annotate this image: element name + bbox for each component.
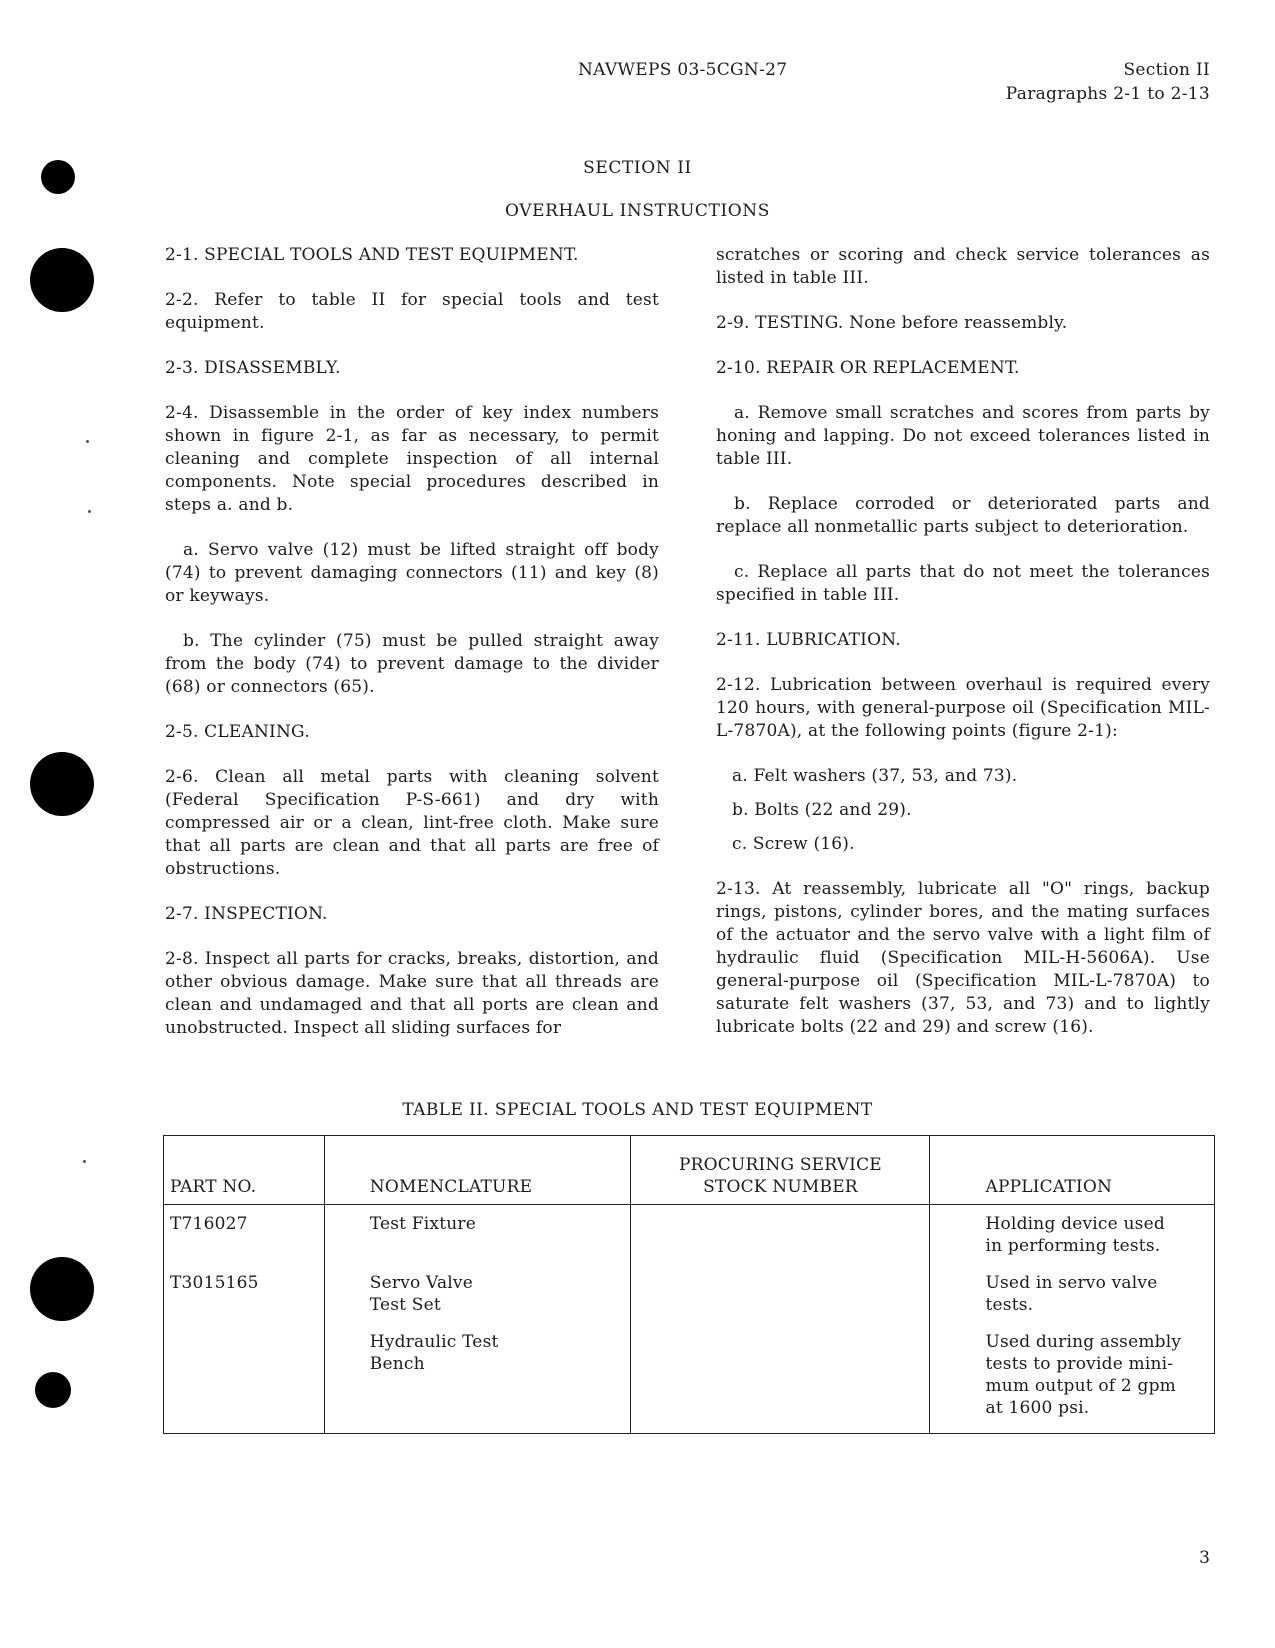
- paragraph: scratches or scoring and check service tolerances as listed in table III.: [716, 245, 1210, 288]
- cell-stock-number: [631, 1205, 930, 1265]
- scan-speck: [83, 1160, 86, 1163]
- section-reference: [1006, 58, 1210, 106]
- paragraph-heading: 2-1. SPECIAL TOOLS AND TEST EQUIPMENT.: [165, 245, 579, 265]
- cell-application: [930, 1205, 1215, 1265]
- binder-hole: [30, 1257, 94, 1321]
- cell-line: Test Set: [369, 1295, 441, 1315]
- binder-hole: [35, 1372, 71, 1408]
- table-row: [164, 1264, 1215, 1323]
- cell-line: at 1600 psi.: [985, 1398, 1090, 1418]
- right-column: [716, 244, 1210, 1061]
- column-header-application: APPLICATION: [930, 1136, 1215, 1205]
- cell-nomenclature: [324, 1205, 631, 1265]
- paragraph: 2-2. Refer to table II for special tools and test equipment.: [165, 290, 659, 333]
- sub-paragraph: b. Replace corroded or deteriorated parts and replace all nonmetallic parts subject to deterioration.: [716, 494, 1210, 537]
- section-label: Section II: [1123, 60, 1210, 80]
- cell-line: Used during assembly: [985, 1332, 1182, 1352]
- paragraph: 2-13. At reassembly, lubricate all "O" rings, backup rings, pistons, cylinder bores, and the mating surfaces of the actuator and the servo valve with a light film of hydraulic fluid (Specification MIL-H-5606A). Use general-purpose oil (Specification MIL-L-7870A) to saturate felt washers (37, 53, and 73) and to lightly lubricate bolts (22 and 29) and screw (16).: [716, 879, 1210, 1037]
- cell-line: tests.: [985, 1295, 1034, 1315]
- table-row: [164, 1323, 1215, 1434]
- column-header-stock-number: [631, 1136, 930, 1205]
- scan-speck: [88, 510, 91, 513]
- table-row: [164, 1205, 1215, 1265]
- paragraph-heading: 2-11. LUBRICATION.: [716, 630, 901, 650]
- paragraph: 2-6. Clean all metal parts with cleaning solvent (Federal Specification P-S-661) and dry with compressed air or a clean, lint-free cloth. Make sure that all parts are clean and that all parts are free of obstructions.: [165, 767, 659, 879]
- binder-hole: [30, 752, 94, 816]
- cell-nomenclature: [324, 1323, 631, 1434]
- left-column: [165, 244, 659, 1062]
- cell-line: Servo Valve: [369, 1273, 473, 1293]
- list-item: b. Bolts (22 and 29).: [732, 800, 912, 820]
- cell-line: Bench: [369, 1354, 425, 1374]
- document-number: NAVWEPS 03-5CGN-27: [578, 60, 788, 80]
- special-tools-table: [163, 1135, 1215, 1434]
- cell-line: Test Fixture: [369, 1214, 476, 1234]
- paragraph-range: Paragraphs 2-1 to 2-13: [1005, 84, 1210, 104]
- header-line: STOCK NUMBER: [703, 1177, 858, 1197]
- paragraph-heading: 2-7. INSPECTION.: [165, 904, 328, 924]
- cell-line: in performing tests.: [985, 1236, 1161, 1256]
- paragraph: 2-8. Inspect all parts for cracks, breaks, distortion, and other obvious damage. Make sure that all threads are clean and undamaged and that all ports are clean and unobstructed. Inspect all sliding surfaces for: [165, 949, 659, 1038]
- cell-line: tests to provide mini-: [985, 1354, 1174, 1374]
- paragraph-heading: 2-5. CLEANING.: [165, 722, 310, 742]
- paragraph-heading: 2-9. TESTING. None before reassembly.: [716, 313, 1068, 333]
- column-header-part-no: PART NO.: [164, 1136, 325, 1205]
- sub-paragraph: b. The cylinder (75) must be pulled straight away from the body (74) to prevent damage to the divider (68) or connectors (65).: [165, 631, 659, 697]
- table-title: TABLE II. SPECIAL TOOLS AND TEST EQUIPMENT: [402, 1100, 873, 1120]
- paragraph: 2-12. Lubrication between overhaul is required every 120 hours, with general-purpose oil (Specification MIL-L-7870A), at the following points (figure 2-1):: [716, 675, 1210, 741]
- table-header-row: [164, 1136, 1215, 1205]
- cell-application: [930, 1264, 1215, 1323]
- section-title: SECTION II: [583, 158, 692, 178]
- cell-line: Used in servo valve: [985, 1273, 1158, 1293]
- header-line: PROCURING SERVICE: [678, 1155, 882, 1175]
- paragraph-heading: 2-3. DISASSEMBLY.: [165, 358, 341, 378]
- list-item: c. Screw (16).: [732, 834, 855, 854]
- sub-paragraph: a. Remove small scratches and scores from parts by honing and lapping. Do not exceed tolerances listed in table III.: [716, 403, 1210, 469]
- cell-line: Hydraulic Test: [369, 1332, 499, 1352]
- cell-part-no: T3015165: [164, 1264, 325, 1323]
- sub-paragraph: c. Replace all parts that do not meet the tolerances specified in table III.: [716, 562, 1210, 605]
- paragraph: 2-4. Disassemble in the order of key index numbers shown in figure 2-1, as far as necessary, to permit cleaning and complete inspection of all internal components. Note special procedures described in steps a. and b.: [165, 403, 659, 515]
- cell-nomenclature: [324, 1264, 631, 1323]
- cell-part-no: [164, 1323, 325, 1434]
- list-item: a. Felt washers (37, 53, and 73).: [732, 766, 1018, 786]
- cell-line: Holding device used: [985, 1214, 1165, 1234]
- section-subtitle: OVERHAUL INSTRUCTIONS: [504, 201, 771, 221]
- binder-hole: [30, 248, 94, 312]
- page-number: 3: [1199, 1548, 1210, 1568]
- scan-speck: [86, 440, 89, 443]
- cell-line: mum output of 2 gpm: [985, 1376, 1176, 1396]
- cell-application: [930, 1323, 1215, 1434]
- sub-paragraph: a. Servo valve (12) must be lifted straight off body (74) to prevent damaging connectors (11) and key (8) or keyways.: [165, 540, 659, 606]
- paragraph-heading: 2-10. REPAIR OR REPLACEMENT.: [716, 358, 1020, 378]
- cell-stock-number: [631, 1264, 930, 1323]
- column-header-nomenclature: NOMENCLATURE: [324, 1136, 631, 1205]
- cell-part-no: T716027: [164, 1205, 325, 1265]
- cell-stock-number: [631, 1323, 930, 1434]
